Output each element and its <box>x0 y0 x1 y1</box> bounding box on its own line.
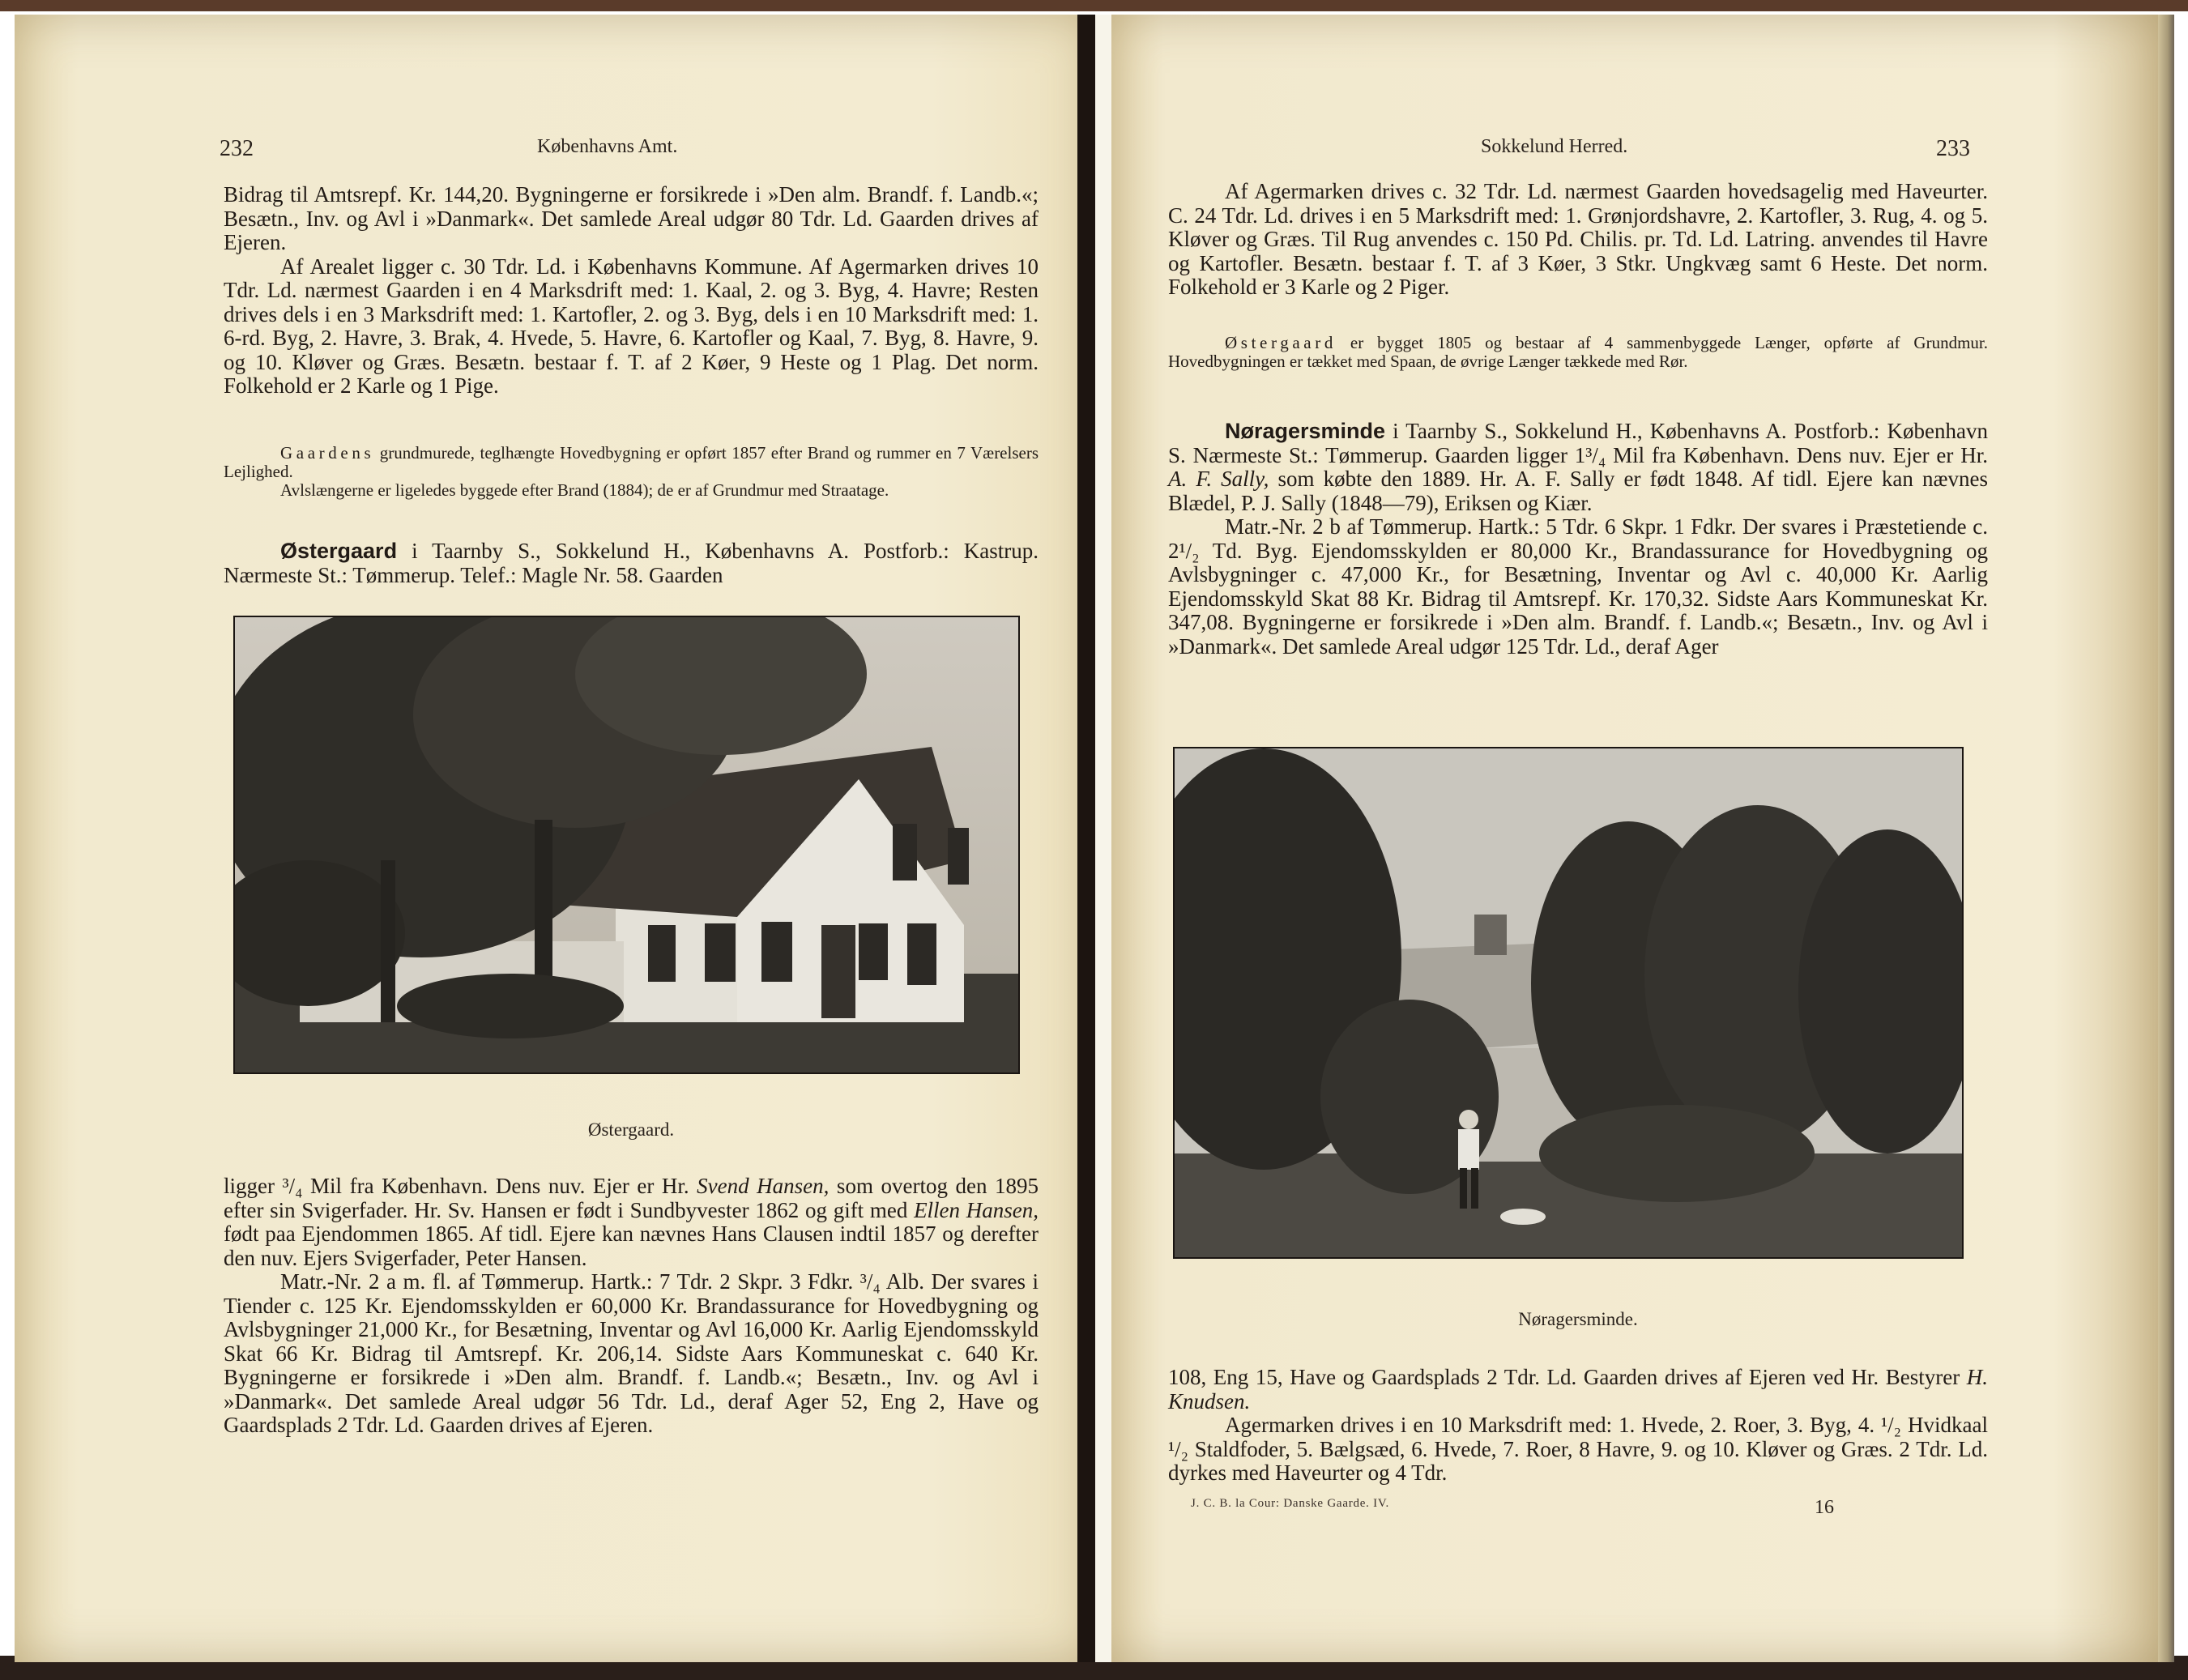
right-page <box>1111 15 2158 1662</box>
left-bottom-text <box>224 1175 1039 1438</box>
entry-name: Østergaard <box>280 539 398 563</box>
left-running-head: Københavns Amt. <box>537 136 678 157</box>
right-small-note <box>1168 334 1988 371</box>
right-bottom-text <box>1168 1366 1988 1486</box>
paragraph: ligger ³/₄ Mil fra København. Dens nuv. Ejer er Hr. Svend Hansen, som overtog den 1895 efter sin Svigerfader. Hr. Sv. Hansen er født i Sundbyvester 1862 og gift med Ellen Hansen, født paa Ejendommen 1865. Af tidl. Ejere kan nævnes Hans Clausen indtil 1857 og derefter den nuv. Ejers Svigerfader, Peter Hansen. <box>224 1174 1039 1270</box>
manager-name: H. Knudsen. <box>1168 1365 1988 1414</box>
farmhouse-photo-icon <box>235 617 1018 1072</box>
book-gutter <box>1077 15 1095 1662</box>
signature-mark: 16 <box>1815 1497 1834 1518</box>
paragraph: Matr.-Nr. 2 a m. fl. af Tømmerup. Hartk.: 7 Tdr. 2 Skpr. 3 Fdkr. ³/₄ Alb. Der svares i Tiender c. 125 Kr. Ejendomsskylden er 60,000 Kr. Brandassurance for Hovedbygning og Avlsbygninger 21,000 Kr., for Besætning, Inventar og Avl 16,000 Kr. Aarlig Ejendomsskyld Skat 66 Kr. Bidrag til Amtsrepf. Kr. 206,14. Sidste Aars Kommuneskat c. 640 Kr. Bygningerne er forsikrede i »Den alm. Brandf. f. Landb.«; Besætn., Inv. og Avl i »Danmark«. Det samlede Areal udgør 56 Tdr. Ld., deraf Ager 52, Eng 2, Have og Gaardsplads 2 Tdr. Ld. Gaarden drives af Ejeren. <box>224 1269 1039 1437</box>
left-top-text <box>224 183 1039 399</box>
paragraph: Bidrag til Amtsrepf. Kr. 144,20. Bygningerne er forsikrede i »Den alm. Brandf. f. Landb.«; Besætn., Inv. og Avl i »Danmark«. Det samlede Areal udgør 80 Tdr. Ld. Gaarden drives af Ejeren. <box>224 182 1039 254</box>
page-gap <box>1095 15 1111 1662</box>
ostergaard-caption: Østergaard. <box>587 1119 675 1140</box>
left-page <box>15 15 1094 1662</box>
right-top-text <box>1168 180 1988 300</box>
book-fore-edge <box>2158 15 2174 1662</box>
noragersminde-photo <box>1173 747 1964 1259</box>
paragraph: 108, Eng 15, Have og Gaardsplads 2 Tdr. Ld. Gaarden drives af Ejeren ved Hr. Bestyrer H. Knudsen. <box>1168 1365 1988 1414</box>
entry-noragersminde <box>1168 420 1988 659</box>
small-note: Avlslængerne er ligeledes byggede efter Brand (1884); de er af Grundmur med Straatage. <box>280 480 889 500</box>
wife-name: Ellen Hansen, <box>914 1197 1039 1222</box>
noragersminde-caption: Nøragersminde. <box>1518 1309 1638 1329</box>
entry-name: Nøragersminde <box>1225 419 1386 443</box>
paragraph: Af Agermarken drives c. 32 Tdr. Ld. nærmest Gaarden hovedsagelig med Haveurter. C. 24 Tdr. Ld. drives i en 5 Marksdrift med: 1. Grønjordshavre, 2. Kartofler, 3. Rug, 4. og 5. Kløver og Græs. Til Rug anvendes c. 150 Pd. Chilis. pr. Td. Ld. Latring. anvendes til Havre og Kartofler. Besætn. bestaar f. T. af 3 Køer, 3 Stkr. Ungkvæg samt 6 Heste. Det norm. Folkehold er 3 Karle og 2 Piger. <box>1168 179 1988 299</box>
small-note: Østergaard er bygget 1805 og bestaar af 4 sammenbyggede Længer, opførte af Grundmur. Hovedbygningen er tækket med Spaan, de øvrige Længer tækkede med Rør. <box>1168 333 1988 371</box>
owner-name: Svend Hansen, <box>697 1174 830 1198</box>
entry-ostergaard-intro <box>224 539 1039 587</box>
paragraph: Østergaard i Taarnby S., Sokkelund H., Københavns A. Postforb.: Kastrup. Nærmeste St.: Tømmerup. Telef.: Magle Nr. 58. Gaarden <box>224 539 1039 587</box>
ostergaard-photo <box>233 616 1020 1074</box>
right-page-number: 233 <box>1936 136 1970 161</box>
book-top-edge <box>0 0 2188 11</box>
owner-name: A. F. Sally, <box>1168 467 1269 491</box>
paragraph: Matr.-Nr. 2 b af Tømmerup. Hartk.: 5 Tdr. 6 Skpr. 1 Fdkr. Der svares i Præstetiende c. 2¹/₂ Td. Byg. Ejendomsskylden er 80,000 Kr., Brandassurance for Hovedbygning og Avlsbygninger c. 47,000 Kr., for Besætning, Inventar og Avl c. 40,000 Kr. Aarlig Ejendomsskyld Skat 88 Kr. Bidrag til Amtsrepf. Kr. 170,32. Sidste Aars Kommuneskat Kr. 347,08. Bygningerne er forsikrede i »Den alm. Brandf. f. Landb.«; Besætn., Inv. og Avl i »Danmark«. Det samlede Areal udgør 125 Tdr. Ld., deraf Ager <box>1168 514 1988 659</box>
left-small-notes <box>224 444 1039 500</box>
imprint-footer: J. C. B. la Cour: Danske Gaarde. IV. <box>1191 1497 1390 1510</box>
paragraph: Agermarken drives i en 10 Marksdrift med: 1. Hvede, 2. Roer, 3. Byg, 4. ¹/₂ Hvidkaal ¹/₂ Staldfoder, 5. Bælgsæd, 6. Hvede, 7. Roer, 8 Havre, 9. og 10. Kløver og Græs. 2 Tdr. Ld. dyrkes med Haveurter og 4 Tdr. <box>1168 1413 1988 1485</box>
right-running-head: Sokkelund Herred. <box>1481 136 1628 157</box>
garden-house-photo-icon <box>1175 748 1962 1257</box>
paragraph: Nøragersminde i Taarnby S., Sokkelund H., Københavns A. Postforb.: København S. Nærmeste St.: Tømmerup. Gaarden ligger 1³/₄ Mil fra København. Dens nuv. Ejer er Hr. A. F. Sally, som købte den 1889. Hr. A. F. Sally er født 1848. Af tidl. Ejere kan nævnes Blædel, P. J. Sally (1848—79), Eriksen og Kiær. <box>1168 419 1988 515</box>
paragraph: Af Arealet ligger c. 30 Tdr. Ld. i Københavns Kommune. Af Agermarken drives 10 Tdr. Ld. nærmest Gaarden i en 4 Marksdrift med: 1. Kaal, 2. og 3. Byg, 4. Havre; Resten drives dels i en 3 Marksdrift med: 1. Kartofler, 2. og 3. Byg, dels i en 10 Marksdrift med: 1. 6-rd. Byg, 2. Havre, 3. Brak, 4. Hvede, 5. Havre, 6. Kartofler og Kaal, 7. Byg, 8. Havre, 9. og 10. Kløver og Græs. Besætn. bestaar f. T. af 2 Køer, 9 Heste og 1 Plag. Det norm. Folkehold er 2 Karle og 1 Pige. <box>224 254 1039 398</box>
small-note: Gaardens grundmurede, teglhængte Hovedbygning er opført 1857 efter Brand og rummer en 7 Værelsers Lejlighed. <box>224 443 1039 481</box>
left-page-number: 232 <box>220 136 254 161</box>
